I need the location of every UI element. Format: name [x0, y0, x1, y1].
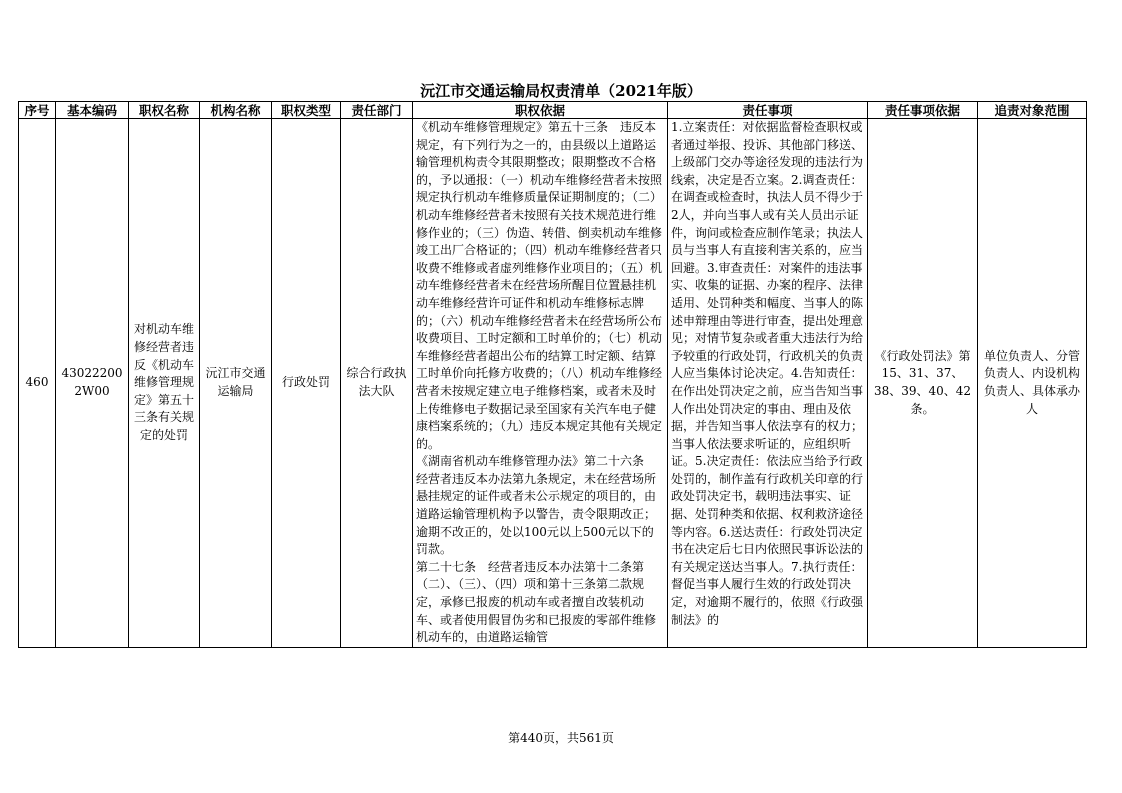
header-duty-basis: 责任事项依据	[868, 102, 978, 119]
cell-accountability: 单位负责人、分管负责人、内设机构负责人、具体承办人	[978, 119, 1087, 648]
cell-code: 430222002W00	[56, 119, 129, 648]
header-code: 基本编码	[56, 102, 129, 119]
page-footer: 第440页，共561页	[508, 731, 614, 745]
cell-duties: 1.立案责任：对依据监督检查职权或者通过举报、投诉、其他部门移送、上级部门交办等途径发现的违法行为线索，决定是否立案。2.调查责任：在调查或检查时，执法人员不得少于2人，并向当事人或有关人员出示证件，询问或检查应制作笔录；执法人员与当事人有直接利害关系的，应当回避。3.审查责任：对案件的违法事实、收集的证据、办案的程序、法律适用、处罚种类和幅度、当事人的陈述申辩理由等进行审查，提出处理意见；对情节复杂或者重大违法行为给予较重的行政处罚，行政机关的负责人应当集体讨论决定。4.告知责任：在作出处罚决定之前，应当告知当事人作出处罚决定的事由、理由及依据，并告知当事人依法享有的权力；当事人依法要求听证的，应组织听证。5.决定责任：依法应当给予行政处罚的，制作盖有行政机关印章的行政处罚决定书，载明违法事实、证据、处罚种类和依据、权利救济途径等内容。6.送达责任：行政处罚决定书在决定后七日内依照民事诉讼法的有关规定送达当事人。7.执行责任：督促当事人履行生效的行政处罚决定，对逾期不履行的，依照《行政强制法》的	[668, 119, 868, 648]
header-duties: 责任事项	[668, 102, 868, 119]
table-row	[19, 119, 1087, 648]
basis-paragraph: 《机动车维修管理规定》第五十三条 违反本规定，有下列行为之一的，由县级以上道路运输管理机构责令其限期整改；限期整改不合格的，予以通报：（一）机动车维修经营者未按照规定执行机动车维修质量保证期制度的；（二）机动车维修经营者未按照有关技术规范进行维修作业的；（三）伪造、转借、倒卖机动车维修竣工出厂合格证的；（四）机动车维修经营者只收费不维修或者虚列维修作业项目的；（五）机动车维修经营者未在经营场所醒目位置悬挂机动车维修经营许可证件和机动车维修标志牌的；（六）机动车维修经营者未在经营场所公布收费项目、工时定额和工时单价的；（七）机动车维修经营者超出公布的结算工时定额、结算工时单价向托修方收费的；（八）机动车维修经营者未按规定建立电子维修档案，或者未及时上传维修电子数据记录至国家有关汽车电子健康档案系统的；（九）违反本规定其他有关规定的。	[416, 120, 663, 451]
basis-paragraph: 第二十七条 经营者违反本办法第十二条第（二）、（三）、（四）项和第十三条第二款规定，承修已报废的机动车或者擅自改装机动车、或者使用假冒伪劣和已报废的零部件维修机动车的，由道路运输管	[416, 559, 657, 645]
header-org: 机构名称	[200, 102, 272, 119]
header-dept: 责任部门	[341, 102, 413, 119]
table-header-row	[19, 102, 1087, 119]
cell-duty-basis: 《行政处罚法》第15、31、37、38、39、40、42条。	[868, 119, 978, 648]
header-basis: 职权依据	[413, 102, 668, 119]
cell-basis	[413, 119, 668, 648]
cell-org: 沅江市交通运输局	[200, 119, 272, 648]
cell-power-type: 行政处罚	[272, 119, 341, 648]
responsibility-table	[18, 101, 1087, 648]
basis-paragraph: 《湖南省机动车维修管理办法》第二十六条 经营者违反本办法第九条规定，未在经营场所悬挂规定的证件或者未公示规定的项目的，由道路运输管理机构予以警告，责令限期改正；逾期不改正的，处以100元以上500元以下的罚款。	[416, 454, 657, 557]
header-accountability: 追责对象范围	[978, 102, 1087, 119]
header-seq: 序号	[19, 102, 56, 119]
cell-power-name: 对机动车维修经营者违反《机动车维修管理规定》第五十三条有关规定的处罚	[129, 119, 200, 648]
header-power-name: 职权名称	[129, 102, 200, 119]
header-power-type: 职权类型	[272, 102, 341, 119]
cell-seq: 460	[19, 119, 56, 648]
cell-dept: 综合行政执法大队	[341, 119, 413, 648]
document-title: 沅江市交通运输局权责清单（2021年版）	[420, 82, 702, 100]
